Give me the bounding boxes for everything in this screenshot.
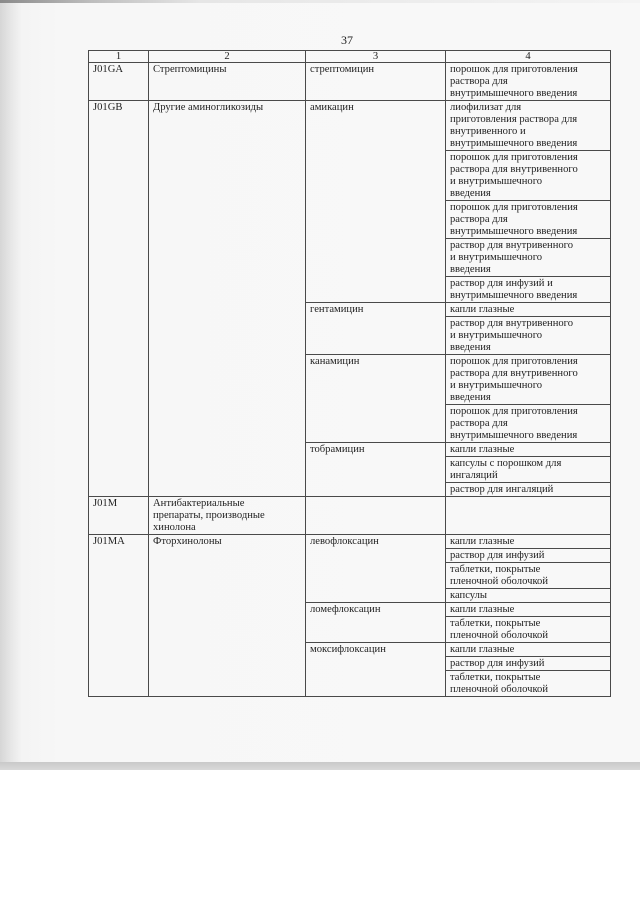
drug-name-cell bbox=[306, 497, 446, 535]
atc-group-name-cell: Стрептомицины bbox=[149, 63, 306, 101]
column-number-4: 4 bbox=[446, 51, 611, 63]
table-row bbox=[89, 101, 611, 151]
drug-name-cell: ломефлоксацин bbox=[306, 603, 446, 643]
scan-top-edge bbox=[0, 0, 640, 3]
dosage-form-cell: таблетки, покрытые пленочной оболочкой bbox=[446, 563, 611, 589]
table-header bbox=[89, 51, 611, 63]
dosage-form-cell: капли глазные bbox=[446, 643, 611, 657]
drug-name-cell: тобрамицин bbox=[306, 443, 446, 497]
atc-group-name-cell: Другие аминогликозиды bbox=[149, 101, 306, 497]
column-number-1: 1 bbox=[89, 51, 149, 63]
dosage-form-cell: порошок для приготовления раствора для внутримышечного введения bbox=[446, 63, 611, 101]
dosage-form-cell: раствор для внутривенного и внутримышечного введения bbox=[446, 317, 611, 355]
drug-name-cell: стрептомицин bbox=[306, 63, 446, 101]
drug-name-cell: моксифлоксацин bbox=[306, 643, 446, 697]
table-body bbox=[89, 63, 611, 697]
atc-group-name-cell: Фторхинолоны bbox=[149, 535, 306, 697]
dosage-form-cell: раствор для инфузий bbox=[446, 657, 611, 671]
atc-code-cell: J01GB bbox=[89, 101, 149, 497]
dosage-form-cell: капсулы bbox=[446, 589, 611, 603]
table-row bbox=[89, 63, 611, 101]
table-row bbox=[89, 535, 611, 549]
atc-code-cell: J01M bbox=[89, 497, 149, 535]
dosage-form-cell: капли глазные bbox=[446, 443, 611, 457]
dosage-form-cell: таблетки, покрытые пленочной оболочкой bbox=[446, 671, 611, 697]
atc-group-name-cell: Антибактериальные препараты, производные хинолона bbox=[149, 497, 306, 535]
dosage-form-cell: раствор для ингаляций bbox=[446, 483, 611, 497]
drug-name-cell: амикацин bbox=[306, 101, 446, 303]
dosage-form-cell: порошок для приготовления раствора для внутримышечного введения bbox=[446, 405, 611, 443]
dosage-form-cell: капли глазные bbox=[446, 303, 611, 317]
dosage-form-cell: раствор для инфузий bbox=[446, 549, 611, 563]
drug-name-cell: канамицин bbox=[306, 355, 446, 443]
dosage-form-cell: капли глазные bbox=[446, 535, 611, 549]
table-row bbox=[89, 497, 611, 535]
page-number: 37 bbox=[341, 33, 353, 47]
scan-bottom-edge bbox=[0, 762, 640, 770]
dosage-form-cell: раствор для инфузий и внутримышечного введения bbox=[446, 277, 611, 303]
table-header-row bbox=[89, 51, 611, 63]
drug-name-cell: гентамицин bbox=[306, 303, 446, 355]
dosage-form-cell: порошок для приготовления раствора для внутривенного и внутримышечного введения bbox=[446, 355, 611, 405]
dosage-form-cell: порошок для приготовления раствора для внутримышечного введения bbox=[446, 201, 611, 239]
dosage-form-cell: раствор для внутривенного и внутримышечного введения bbox=[446, 239, 611, 277]
column-number-2: 2 bbox=[149, 51, 306, 63]
atc-code-cell: J01MA bbox=[89, 535, 149, 697]
column-number-3: 3 bbox=[306, 51, 446, 63]
dosage-form-cell: капсулы с порошком для ингаляций bbox=[446, 457, 611, 483]
dosage-form-cell: таблетки, покрытые пленочной оболочкой bbox=[446, 617, 611, 643]
dosage-form-cell: порошок для приготовления раствора для внутривенного и внутримышечного введения bbox=[446, 151, 611, 201]
drug-name-cell: левофлоксацин bbox=[306, 535, 446, 603]
dosage-form-cell bbox=[446, 497, 611, 535]
dosage-form-cell: капли глазные bbox=[446, 603, 611, 617]
atc-code-cell: J01GA bbox=[89, 63, 149, 101]
dosage-form-cell: лиофилизат для приготовления раствора для внутривенного и внутримышечного введения bbox=[446, 101, 611, 151]
medication-table bbox=[88, 50, 611, 697]
